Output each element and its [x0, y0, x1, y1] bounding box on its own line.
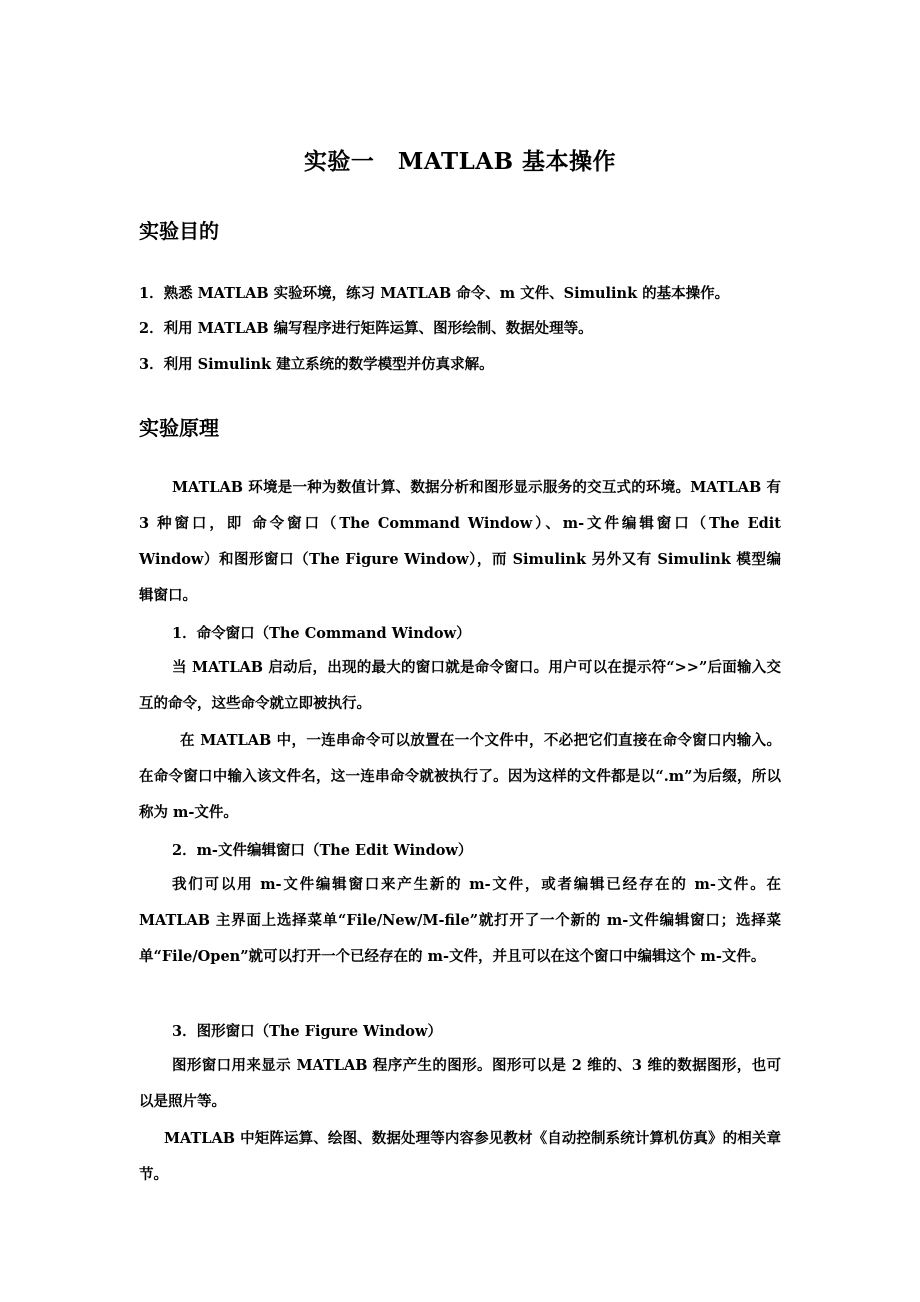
- page-title: 实验一 MATLAB 基本操作: [303, 148, 617, 175]
- subsection-heading-edit-window: 2．m-文件编辑窗口（The Edit Window）: [172, 842, 473, 859]
- objective-item-1: 1．熟悉 MATLAB 实验环境，练习 MATLAB 命令、m 文件、Simulink 的基本操作。: [139, 285, 730, 302]
- intro-paragraph: MATLAB 环境是一种为数值计算、数据分析和图形显示服务的交互式的环境。MATLAB 有 3 种窗口，即 命令窗口（The Command Window）、m-文件编辑窗口（The Edit Window）和图形窗口（The Figure Window），而 Simulink 另外又有 Simulink 模型编辑窗口。: [139, 479, 781, 604]
- closing-paragraph: MATLAB 中矩阵运算、绘图、数据处理等内容参见教材《自动控制系统计算机仿真》的相关章节。: [139, 1130, 781, 1183]
- subsection-heading-figure-window: 3．图形窗口（The Figure Window）: [172, 1023, 442, 1040]
- section-heading-objectives: 实验目的: [139, 219, 219, 243]
- section-heading-principles: 实验原理: [139, 416, 219, 440]
- objective-item-2: 2．利用 MATLAB 编写程序进行矩阵运算、图形绘制、数据处理等。: [139, 320, 593, 337]
- command-window-paragraph-1: 当 MATLAB 启动后，出现的最大的窗口就是命令窗口。用户可以在提示符“>>”后面输入交互的命令，这些命令就立即被执行。: [139, 659, 781, 712]
- subsection-heading-command-window: 1．命令窗口（The Command Window）: [172, 625, 471, 642]
- edit-window-paragraph: 我们可以用 m-文件编辑窗口来产生新的 m-文件，或者编辑已经存在的 m-文件。在 MATLAB 主界面上选择菜单“File/New/M-file”就打开了一个新的 m-文件编辑窗口；选择菜单“File/Open”就可以打开一个已经存在的 m-文件，并且可以在这个窗口中编辑这个 m-文件。: [139, 876, 781, 965]
- figure-window-paragraph: 图形窗口用来显示 MATLAB 程序产生的图形。图形可以是 2 维的、3 维的数据图形，也可以是照片等。: [139, 1057, 781, 1110]
- command-window-paragraph-2: 在 MATLAB 中，一连串命令可以放置在一个文件中，不必把它们直接在命令窗口内输入。在命令窗口中输入该文件名，这一连串命令就被执行了。因为这样的文件都是以“.m”为后缀，所以称为 m-文件。: [139, 732, 781, 821]
- objective-item-3: 3．利用 Simulink 建立系统的数学模型并仿真求解。: [139, 356, 494, 373]
